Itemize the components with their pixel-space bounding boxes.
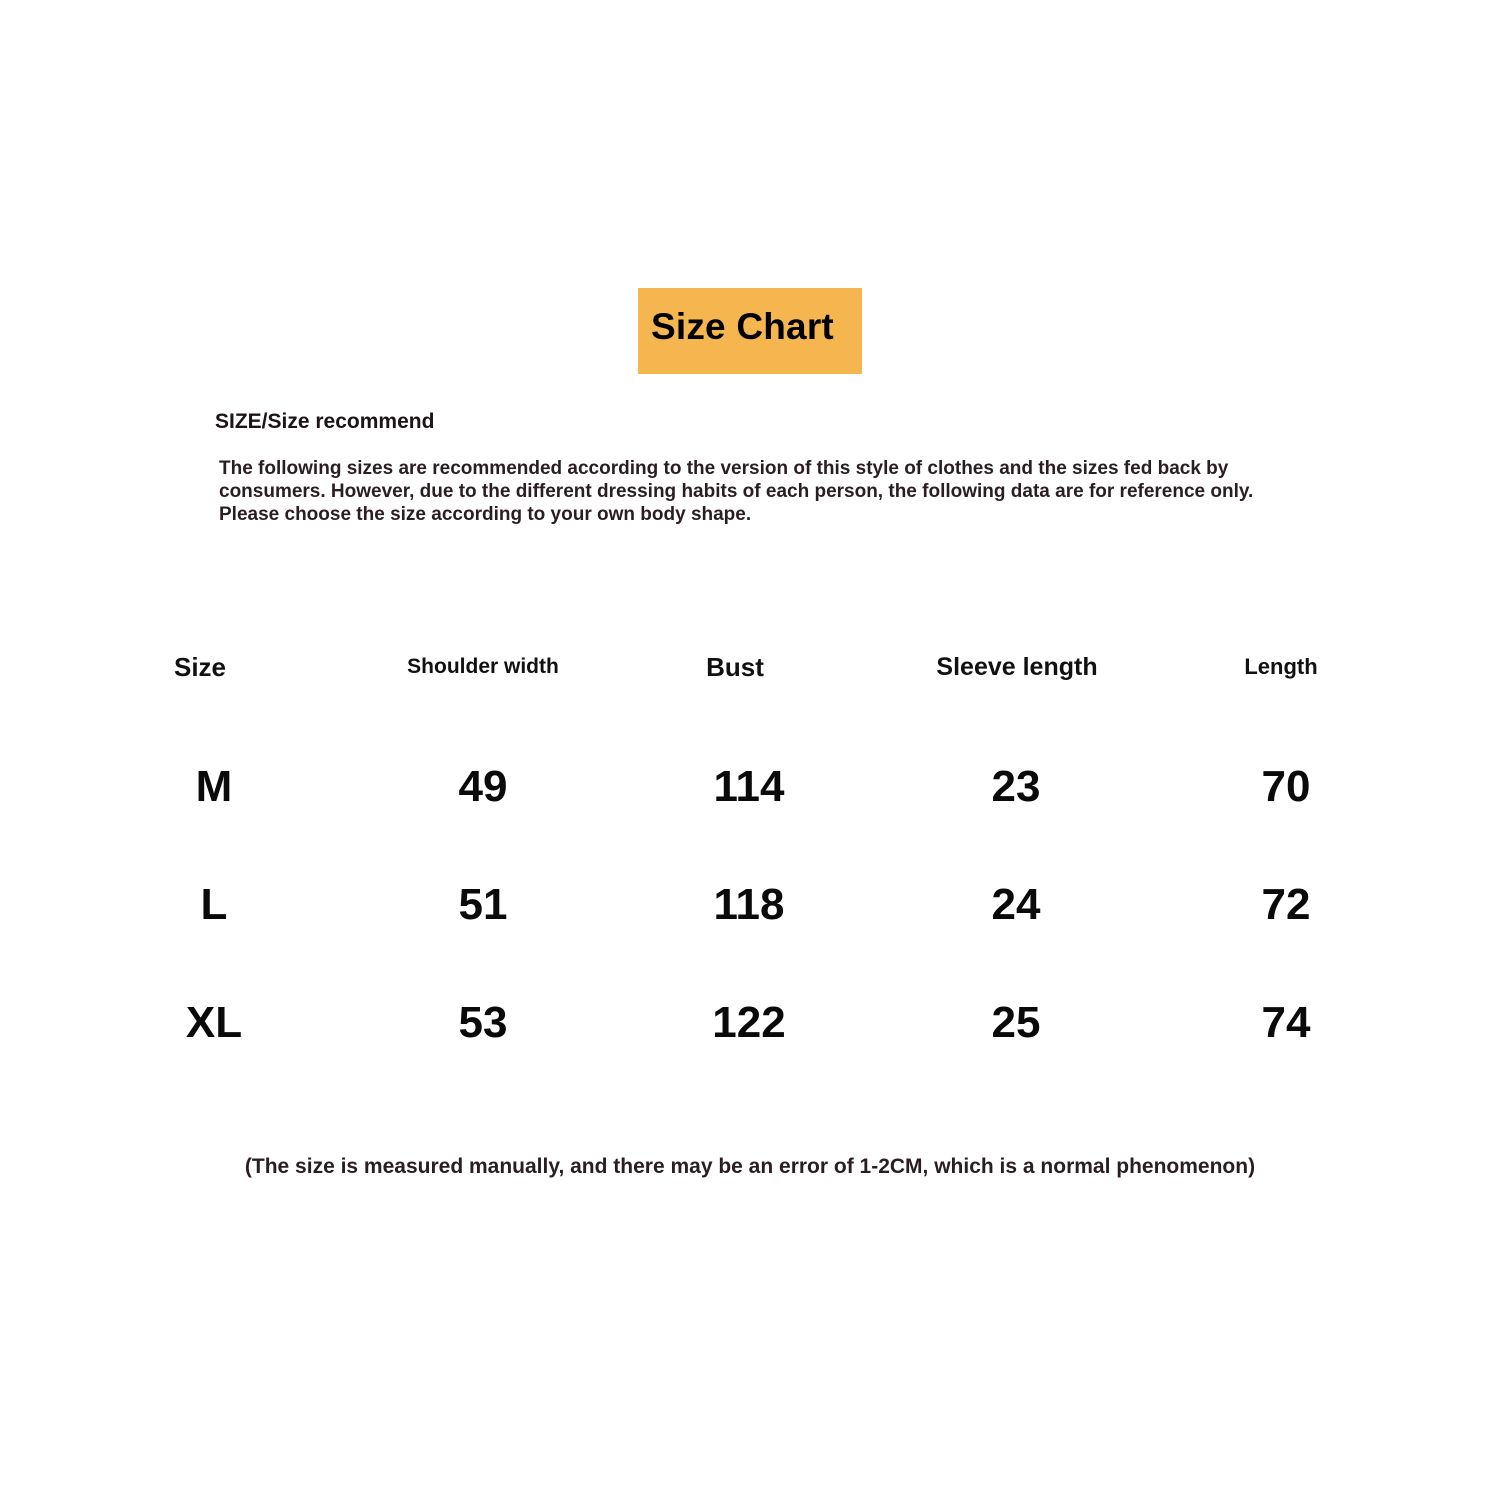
column-header-size: Size xyxy=(173,652,227,682)
cell-length: 72 xyxy=(1261,880,1311,929)
cell-bust: 114 xyxy=(713,762,785,811)
column-header-bust: Bust xyxy=(706,652,764,682)
cell-bust: 122 xyxy=(712,998,786,1047)
cell-sleeve-length: 23 xyxy=(991,762,1041,811)
table-row xyxy=(0,993,1500,1053)
table-row xyxy=(0,875,1500,935)
cell-size: L xyxy=(200,880,228,929)
cell-sleeve-length: 24 xyxy=(991,880,1041,929)
cell-bust: 118 xyxy=(713,880,785,929)
column-header-shoulder-width: Shoulder width xyxy=(407,655,559,678)
cell-size: M xyxy=(195,762,233,811)
cell-length: 74 xyxy=(1261,998,1311,1047)
cell-shoulder-width: 51 xyxy=(458,880,508,929)
table-row xyxy=(0,757,1500,817)
column-header-length: Length xyxy=(1244,654,1318,679)
title-banner xyxy=(638,288,862,374)
column-header-sleeve-length: Sleeve length xyxy=(936,653,1098,681)
cell-shoulder-width: 53 xyxy=(458,998,508,1047)
cell-sleeve-length: 25 xyxy=(991,998,1041,1047)
page-title: Size Chart xyxy=(651,306,834,347)
cell-length: 70 xyxy=(1261,762,1311,811)
size-recommend-heading: SIZE/Size recommend xyxy=(215,410,435,433)
measurement-note: (The size is measured manually, and there may be an error of 1-2CM, which is a normal phenomenon) xyxy=(244,1155,1256,1178)
cell-size: XL xyxy=(185,998,243,1047)
cell-shoulder-width: 49 xyxy=(458,762,508,811)
size-recommend-description: The following sizes are recommended according to the version of this style of clothes and the sizes fed back by consumers. However, due to the different dressing habits of each person, the following data are for reference only. Please choose the size according to your own body shape. xyxy=(219,458,1254,525)
